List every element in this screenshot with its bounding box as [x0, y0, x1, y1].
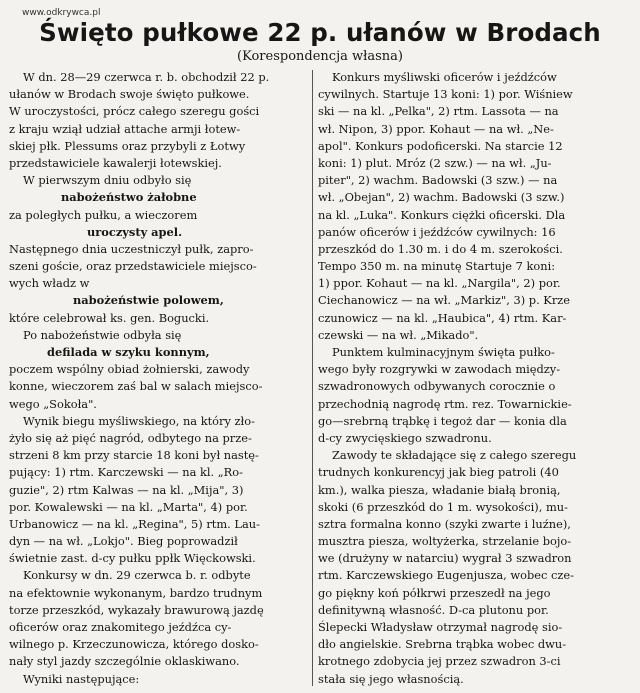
text-line: Wyniki następujące:: [23, 671, 140, 686]
text-line: skoki (6 przeszkód do 1 m. wysokości), mu-: [318, 499, 568, 514]
text-line: szeni goście, oraz przedstawiciele miejsco-: [9, 259, 257, 274]
text-line: por. Kowalewski — na kl. „Marta", 4) por.: [9, 499, 248, 514]
text-line: które celebrował ks. gen. Bogucki.: [9, 310, 210, 325]
text-line: ułanów w Brodach swoje święto pułkowe.: [9, 87, 250, 102]
text-line: nały styl jazdy szczególnie oklaskiwano.: [9, 654, 240, 669]
text-line: strzeni 8 km przy starcie 18 koni był nastę-: [9, 448, 259, 463]
text-line: na efektownie wykonanym, bardzo trudnym: [9, 585, 263, 600]
text-line-bold: nabożeństwie polowem,: [73, 293, 224, 308]
text-line: czewski — na wł. „Mikado".: [318, 327, 479, 342]
text-line: definitywną własność. D-ca plutonu por.: [318, 602, 549, 617]
text-line: go—srebrną trąbkę i tegoż dar — konia dla: [318, 413, 567, 428]
text-line: sztra formalna konno (szyki zwarte i luźne),: [318, 516, 571, 531]
text-line: cywilnych. Startuje 13 koni: 1) por. Wiśniew: [318, 87, 573, 102]
text-line: przeszkód do 1.30 m. i do 4 m. szerokości.: [318, 241, 563, 256]
article-headline: Święto pułkowe 22 p. ułanów w Brodach: [39, 18, 601, 47]
text-line: W uroczystości, prócz całego szeregu gości: [9, 104, 260, 119]
text-line: panów oficerów i jeźdźców cywilnych: 16: [318, 224, 556, 239]
text-line: piter", 2) wachm. Badowski (3 szw.) — na: [318, 173, 558, 188]
text-line: Tempo 350 m. na minutę Startuje 7 koni:: [318, 259, 556, 274]
text-line: wł. Nipon, 3) ppor. Kohaut — na wł. „Ne-: [318, 121, 554, 136]
watermark-url: www.odkrywca.pl: [22, 8, 101, 18]
text-line: rtm. Karczewskiego Eugenjusza, wobec cze-: [318, 568, 574, 583]
text-line: km.), walka piesza, władanie białą bronią,: [318, 482, 561, 497]
text-line: Urbanowicz — na kl. „Regina", 5) rtm. Lau-: [9, 516, 260, 531]
text-line: 1) ppor. Kohaut — na kl. „Nargila", 2) por.: [318, 276, 561, 291]
text-line: za poległych pułku, a wieczorem: [9, 207, 198, 222]
text-line: świetnie zast. d-cy pułku ppłk Więckowski.: [9, 551, 256, 566]
text-line: wego były rozgrywki w zawodach między-: [318, 362, 561, 377]
text-line: wilnego p. Krzeczunowicza, którego dosko-: [9, 637, 259, 652]
text-line: trudnych konkurencyj jak bieg patroli (40: [318, 465, 559, 480]
text-line: stała się jego własnością.: [318, 671, 464, 686]
text-line: Ciechanowicz — na wł. „Markiz", 3) p. Krze: [318, 293, 571, 308]
text-line: Konkurs myśliwski oficerów i jeźdźców: [332, 70, 557, 84]
text-line: Ślepecki Władysław otrzymał nagrodę sio-: [318, 620, 563, 634]
text-line-bold: nabożeństwo żałobne: [61, 190, 197, 205]
text-line: wych władz w: [9, 276, 90, 291]
text-line: apol". Konkurs podoficerski. Na starcie 12: [318, 138, 563, 153]
text-line: Wynik biegu myśliwskiego, na który zło-: [23, 413, 255, 428]
right-column: [318, 69, 632, 688]
text-line: W dn. 28—29 czerwca r. b. obchodził 22 p.: [23, 70, 270, 84]
text-line: skiej płk. Plessums oraz przybyli z Łotwy: [9, 138, 246, 153]
text-line: na kl. „Luka". Konkurs ciężki oficerski. Dla: [318, 207, 566, 222]
column-divider: [312, 70, 313, 686]
text-line: krotnego zdobycia jej przez szwadron 3-ci: [318, 654, 561, 669]
text-line: żyło się aż pięć nagród, odbytego na prze-: [9, 430, 252, 445]
text-line: W pierwszym dniu odbyło się: [23, 173, 192, 188]
text-line: Po nabożeństwie odbyła się: [23, 327, 182, 342]
text-line-bold: uroczysty apel.: [87, 224, 183, 239]
text-line: przedstawiciele kawalerji łotewskiej.: [9, 155, 222, 170]
text-line: guzie", 2) rtm Kalwas — na kl. „Mija", 3): [9, 482, 244, 497]
text-line: dyn — na wł. „Lokjo". Bieg poprowadził: [9, 534, 238, 549]
text-line: torze przeszkód, wykazały brawurową jazdę: [9, 602, 264, 617]
text-line: dło angielskie. Srebrna trąbka wobec dwu-: [318, 637, 567, 652]
text-line: ski — na kl. „Pelka", 2) rtm. Lassota — na: [318, 104, 559, 119]
text-line: Następnego dnia uczestniczył pułk, zapro-: [9, 241, 254, 256]
text-line: konne, wieczorem zaś bal w salach miejsco-: [9, 379, 263, 394]
text-line: pujący: 1) rtm. Karczewski — na kl. „Ro-: [9, 465, 243, 480]
text-line: poczem wspólny obiad żołnierski, zawody: [9, 362, 250, 377]
text-line: Konkursy w dn. 29 czerwca b. r. odbyte: [23, 568, 251, 583]
text-line: go piękny koń półkrwi przeszedł na jego: [318, 585, 551, 600]
text-line: wł. „Obejan", 2) wachm. Badowski (3 szw.): [318, 190, 565, 205]
text-line-bold: defilada w szyku konnym,: [47, 345, 210, 359]
text-line: Punktem kulminacyjnym święta pułko-: [332, 345, 555, 359]
text-line: musztra piesza, woltyżerka, strzelanie bojo-: [318, 534, 572, 549]
text-line: szwadronowych odbywanych corocznie o: [318, 379, 556, 394]
left-column: [9, 69, 309, 688]
text-line: Zawody te składające się z całego szeregu: [332, 448, 577, 463]
text-line: przechodnią nagrodę rtm. rez. Towarnickie-: [318, 396, 572, 411]
text-line: oficerów oraz znakomitego jeźdźca cy-: [9, 620, 232, 634]
text-line: we (drużyny w natarciu) wygrał 3 szwadron: [318, 551, 572, 566]
text-line: koni: 1) plut. Mróz (2 szw.) — na wł. „Ju-: [318, 155, 552, 170]
text-line: wego „Sokoła".: [9, 396, 97, 411]
text-line: czunowicz — na kl. „Haubica", 4) rtm. Kar-: [318, 310, 567, 325]
article-subhead: (Korespondencja własna): [237, 49, 403, 64]
text-line: d-cy zwycięskiego szwadronu.: [318, 430, 492, 445]
text-line: z kraju wziął udział attache armji łotew-: [9, 121, 241, 136]
